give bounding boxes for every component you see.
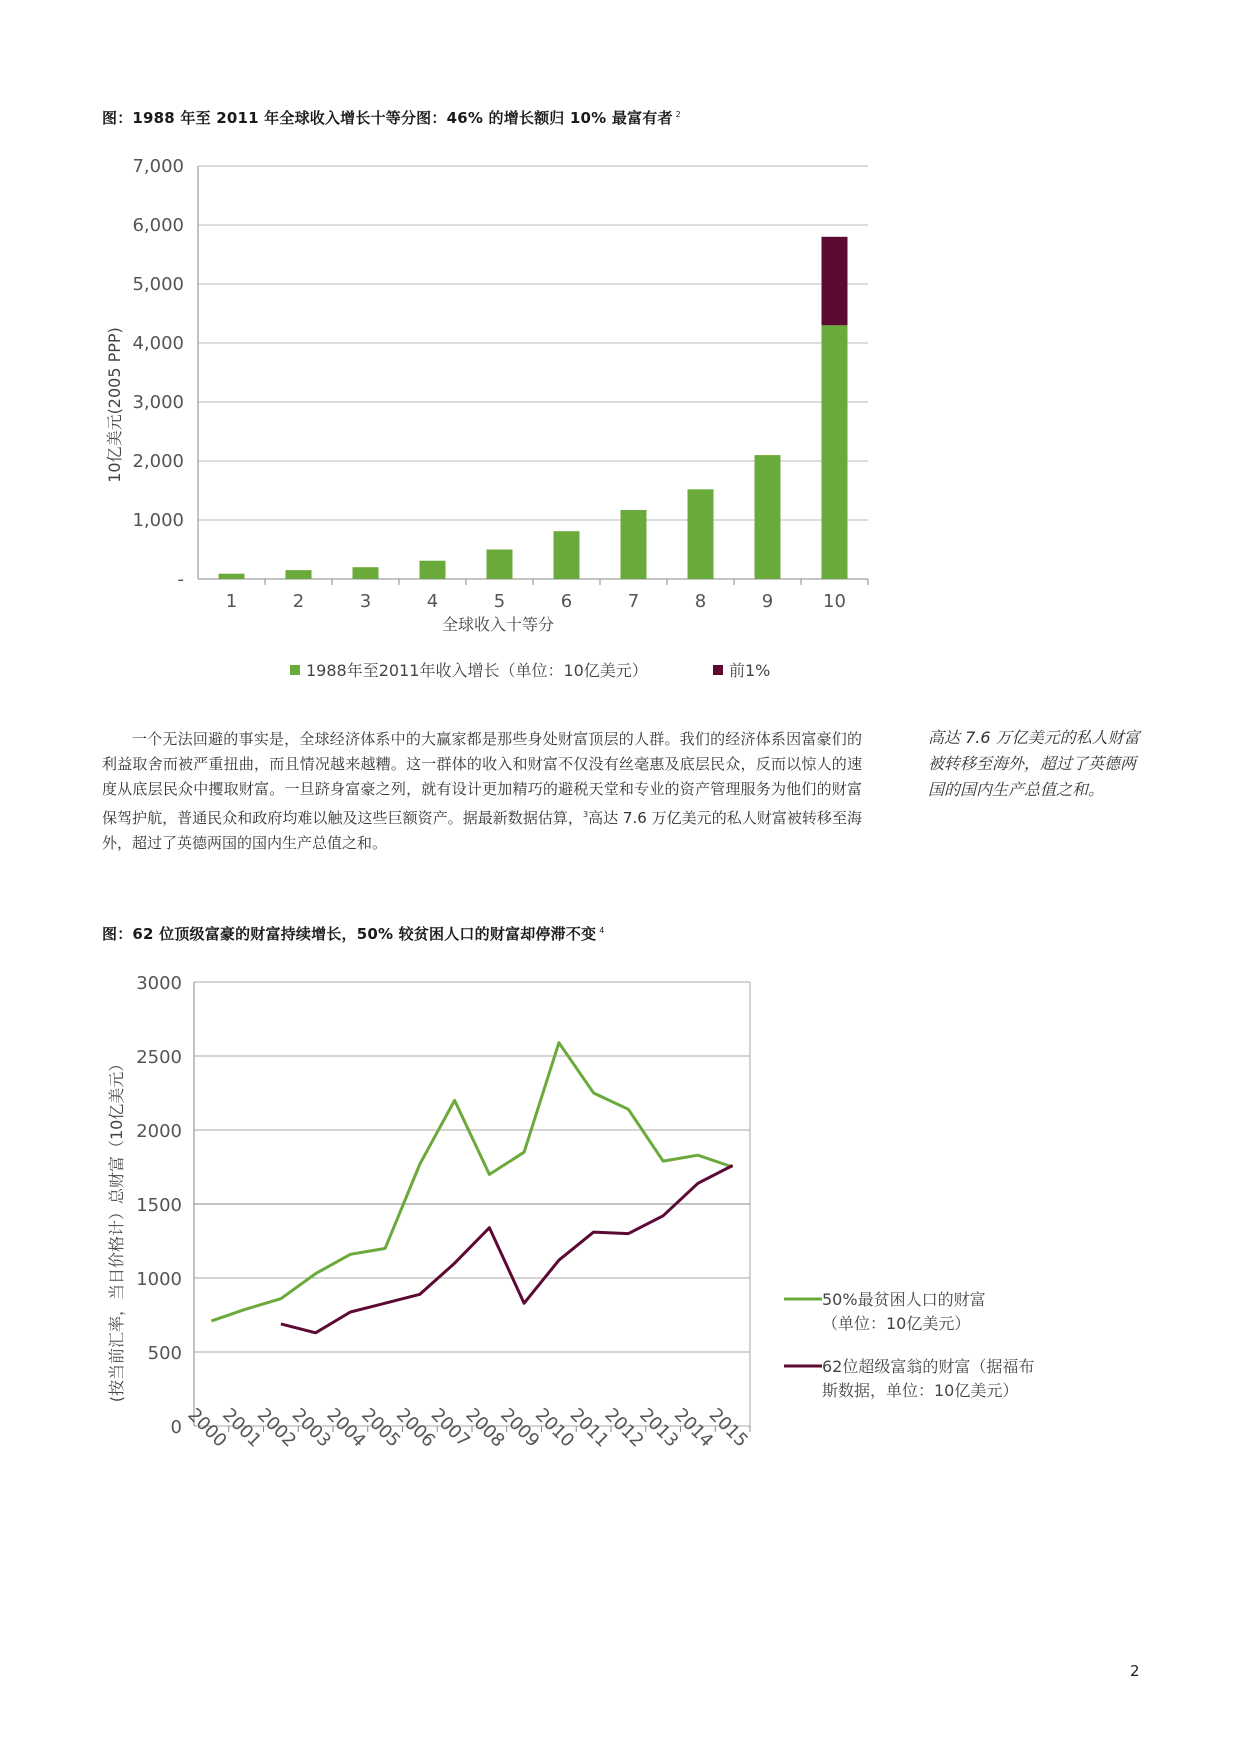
- chart1-y-tick-label: -: [177, 569, 184, 590]
- chart2-x-tick-label: 2006: [391, 1404, 440, 1452]
- chart1-x-tick-label: 2: [292, 591, 305, 612]
- body-text-part1: 一个无法回避的事实是，全球经济体系中的大赢家都是那些身处财富顶层的人群。我们的经济体系因富豪们的利益取舍而被严重扭曲，而且情况越来越糟。这一群体的收入和财富不仅没有丝毫惠及底层民众，反而以惊人的速度从底层民众中攫取财富。一旦跻身富豪之列，就有设计更加精巧的避税天堂和专业的资产管理服务为他们的财富保驾护航，普通民众和政府均难以触及这些巨额资产。据最新数据估算，: [102, 730, 862, 827]
- chart2-y-tick-label: 1000: [136, 1269, 182, 1290]
- figure1-title-text: 图：1988 年至 2011 年全球收入增长十等分图：46% 的增长额归 10% 最富有者: [102, 109, 673, 127]
- body-footnote-ref: 3: [582, 810, 589, 819]
- chart2-x-tick-label: 2010: [530, 1404, 579, 1452]
- wealth-line-chart: [0, 940, 1240, 1500]
- chart1-y-tick-label: 7,000: [132, 156, 184, 177]
- chart1-y-tick-label: 5,000: [132, 274, 184, 295]
- chart1-bar-growth: [286, 570, 312, 579]
- chart1-legend: [290, 661, 770, 680]
- chart2-legend: [784, 1290, 1034, 1400]
- chart1-x-tick-label: 6: [560, 591, 573, 612]
- chart1-bar-growth: [487, 550, 513, 580]
- chart1-y-tick-label: 4,000: [132, 333, 184, 354]
- chart1-x-tick-label: 10: [823, 591, 846, 612]
- chart2-line-richest-62: [281, 1166, 733, 1333]
- chart1-x-tick-label: 3: [359, 591, 372, 612]
- chart1-legend-swatch-growth: [290, 665, 300, 675]
- chart1-x-tick-label: 4: [426, 591, 439, 612]
- chart1-y-tick-label: 2,000: [132, 451, 184, 472]
- chart2-gridlines: [194, 982, 750, 1432]
- chart1-x-tick-label: 5: [493, 591, 506, 612]
- chart1-bar-growth: [688, 489, 714, 579]
- chart2-x-tick-label: 2005: [357, 1404, 405, 1452]
- chart1-bar-growth: [554, 531, 580, 579]
- chart2-x-tick-label: 2009: [496, 1404, 544, 1452]
- chart1-x-tick-label: 9: [761, 591, 774, 612]
- chart1-legend-label-growth: 1988年至2011年收入增长（单位：10亿美元）: [306, 661, 648, 680]
- income-growth-bar-chart: [0, 0, 1240, 720]
- body-text-part2: 高达 7.6 万亿美元的私人财富被转移至海外，超过了英德两国的国内生产总值之和。: [102, 809, 862, 852]
- chart2-x-tick-label: 2003: [287, 1404, 335, 1452]
- chart2-x-tick-label: 2008: [461, 1404, 509, 1452]
- figure2-title-text: 图：62 位顶级富豪的财富持续增长，50% 较贫困人口的财富却停滞不变: [102, 925, 597, 943]
- chart2-x-tick-label: 2001: [218, 1404, 266, 1452]
- chart1-legend-label-top1pct: 前1%: [729, 661, 771, 680]
- chart1-bar-growth: [822, 325, 848, 579]
- chart1-y-tick-label: 1,000: [132, 510, 184, 531]
- chart1-x-tick-label: 7: [627, 591, 640, 612]
- chart1-x-axis-title: 全球收入十等分: [441, 615, 555, 634]
- chart2-x-tick-label: 2011: [565, 1404, 613, 1452]
- chart2-lines: [211, 1043, 732, 1333]
- chart1-y-axis-title: 10亿美元(2005 PPP): [105, 327, 124, 483]
- chart2-line-poorest-50pct: [211, 1043, 732, 1321]
- chart2-y-tick-label: 1500: [136, 1195, 182, 1216]
- chart1-bars: [219, 237, 848, 579]
- pullquote: 高达 7.6 万亿美元的私人财富被转移至海外，超过了英德两国的国内生产总值之和。: [928, 728, 1140, 799]
- chart1-bar-growth: [420, 561, 446, 579]
- chart1-legend-swatch-top1pct: [713, 665, 723, 675]
- chart1-bar-growth: [755, 455, 781, 579]
- chart2-x-tick-label: 2007: [426, 1404, 474, 1452]
- chart2-legend-label-poorest: 50%最贫困人口的财富: [822, 1290, 986, 1309]
- chart2-x-tick-labels: [183, 1404, 751, 1451]
- chart2-y-tick-label: 2500: [136, 1047, 182, 1068]
- chart1-bar-top1pct: [822, 237, 848, 325]
- chart2-legend-label-richest-line2: 斯数据，单位：10亿美元）: [822, 1381, 1019, 1400]
- chart2-x-tick-label: 2004: [322, 1404, 370, 1452]
- chart1-y-tick-labels: [132, 156, 184, 590]
- figure1-footnote: 2: [675, 110, 681, 119]
- chart1-x-tick-label: 8: [694, 591, 707, 612]
- chart2-x-tick-label: 2013: [635, 1404, 683, 1452]
- chart1-x-tick-labels: [226, 591, 846, 612]
- chart1-bar-growth: [353, 567, 379, 579]
- chart2-y-tick-label: 500: [147, 1343, 182, 1364]
- chart2-y-axis-title: (按当前汇率，当日价格计）总财富（10亿美元）: [107, 1055, 126, 1403]
- chart2-x-tick-label: 2012: [600, 1404, 648, 1452]
- chart2-x-tick-label: 2000: [183, 1404, 231, 1452]
- page-number: 2: [1130, 1662, 1140, 1680]
- chart2-y-tick-label: 3000: [136, 973, 182, 994]
- chart2-y-tick-labels: [136, 973, 182, 1438]
- chart2-y-tick-label: 0: [170, 1417, 182, 1438]
- figure2-footnote: 4: [599, 926, 605, 935]
- chart2-x-tick-label: 2014: [669, 1404, 718, 1452]
- chart2-legend-label-poorest-line2: （单位：10亿美元）: [822, 1314, 971, 1333]
- chart1-bar-growth: [219, 574, 245, 579]
- chart2-y-tick-label: 2000: [136, 1121, 182, 1142]
- chart1-bar-growth: [621, 510, 647, 579]
- body-paragraph: [102, 727, 862, 856]
- chart2-x-tick-label: 2002: [252, 1404, 301, 1452]
- chart2-x-tick-label: 2015: [704, 1404, 752, 1452]
- chart1-y-tick-label: 3,000: [132, 392, 184, 413]
- chart2-legend-label-richest: 62位超级富翁的财富（据福布: [822, 1357, 1035, 1376]
- chart1-y-tick-label: 6,000: [132, 215, 184, 236]
- chart1-x-tick-label: 1: [225, 591, 238, 612]
